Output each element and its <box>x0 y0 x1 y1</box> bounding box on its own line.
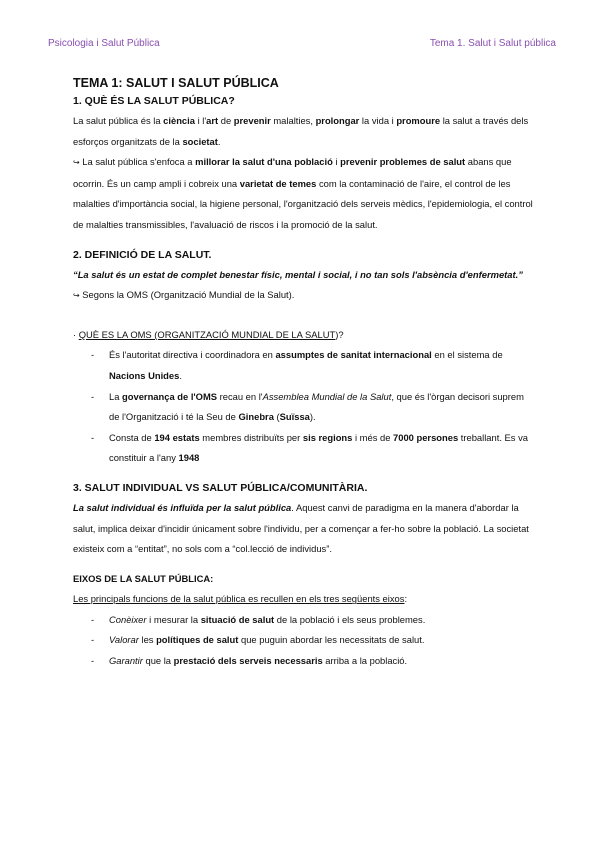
oms-question: · QUÈ ES LA OMS (ORGANITZACIÓ MUNDIAL DE LA SALUT)? <box>73 328 344 340</box>
section-2-heading: 2. DEFINICIÓ DE LA SALUT. <box>73 248 212 261</box>
running-header-right: Tema 1. Salut i Salut pública <box>429 38 556 49</box>
section-3-paragraph: La salut individual és influïda per la salut pública. Aquest canvi de paradigma en la manera d'abordar la salut, implica deixar d'incidir únicament sobre l'individu, per a començar a fer-ho sobre la població. La societat existeix com a “entitat”, no sols com a “col.lecció de individus”. <box>73 501 529 555</box>
health-definition-quote: “La salut és un estat de complet benestar físic, mental i social, i no tan sols l'absència d'enfermetat.” <box>73 268 523 280</box>
list-item: - És l'autoritat directiva i coordinadora en assumptes de sanitat internacional en el sistema de Nacions Unides. <box>73 345 533 386</box>
section-3-heading: 3. SALUT INDIVIDUAL VS SALUT PÚBLICA/COMUNITÀRIA. <box>73 481 368 494</box>
section-1-paragraph-2: ↪ La salut pública s'enfoca a millorar la salut d'una població i prevenir problemes de salut abans que ocorrin. És un camp ampli i cobreix una varietat de temes com la contaminació de l'aire, el control de les malalties d'importància social, la higiene personal, l'organització dels serveis mèdics, l'epidemiologia, el control de malalties transmissibles, l'avaluació de riscos i la promoció de la salut. <box>73 156 533 230</box>
oms-reference: ↪ Segons la OMS (Organització Mundial de la Salut). <box>73 289 295 301</box>
list-item: - Garantir que la prestació dels serveis necessaris arriba a la població. <box>73 651 533 672</box>
document-body <box>73 75 533 672</box>
list-item: - Conèixer i mesurar la situació de salut de la població i els seus problemes. <box>73 610 533 631</box>
eixos-list <box>73 610 533 672</box>
arrow-icon: ↪ <box>73 158 80 168</box>
list-item: - Consta de 194 estats membres distribuïts per sis regions i més de 7000 persones treballant. Es va constituir a l'any 1948 <box>73 428 533 469</box>
eixos-intro: Les principals funcions de la salut pública es recullen en els tres següents eixos: <box>73 593 408 605</box>
eixos-heading: EIXOS DE LA SALUT PÚBLICA: <box>73 572 214 584</box>
arrow-icon: ↪ <box>73 291 80 301</box>
list-item: - Valorar les polítiques de salut que puguin abordar les necessitats de salut. <box>73 630 533 651</box>
oms-facts-list <box>73 345 533 469</box>
section-1-heading: 1. QUÈ ÉS LA SALUT PÚBLICA? <box>73 95 235 107</box>
section-1-paragraph-1: La salut pública és la ciència i l'art de prevenir malalties, prolongar la vida i promoure la salut a través dels esforços organitzats de la societat. <box>73 115 529 147</box>
page-title: TEMA 1: SALUT I SALUT PÚBLICA <box>73 76 279 90</box>
running-header-left: Psicologia i Salut Pública <box>48 38 160 49</box>
list-item: - La governança de l'OMS recau en l'Assemblea Mundial de la Salut, que és l'òrgan decisori suprem de l'Organització i té la Seu de Ginebra (Suïssa). <box>73 387 533 428</box>
